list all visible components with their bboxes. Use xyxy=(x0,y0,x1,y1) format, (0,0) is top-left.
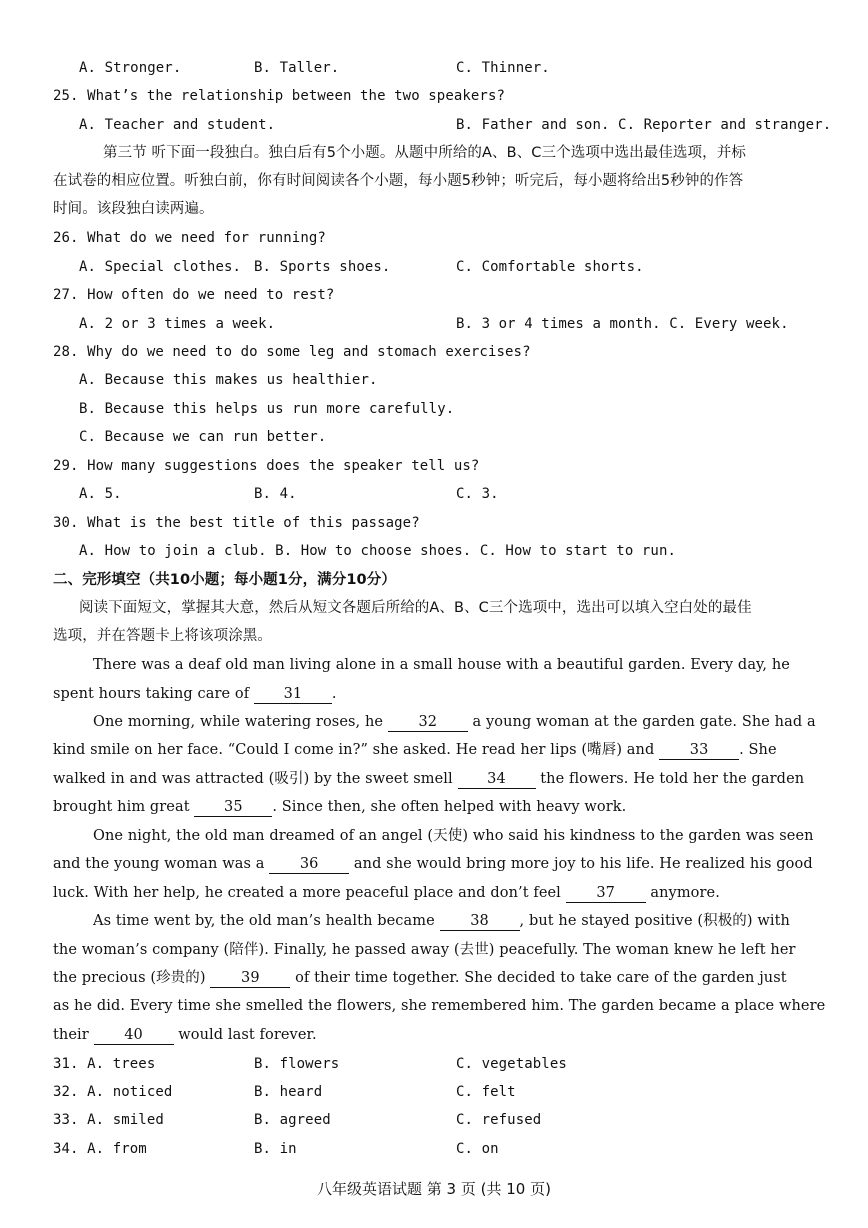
q24-option-b: B. Taller. xyxy=(254,60,340,76)
passage-text: would last forever. xyxy=(178,1027,317,1043)
passage-line: One night, the old man dreamed of an angel (天使) who said his kindness to the garden was seen xyxy=(93,828,814,844)
passage-line xyxy=(53,769,804,789)
q24-option-a: A. Stronger. xyxy=(79,60,182,76)
passage-text: brought him great xyxy=(53,799,190,815)
choice-34-a: 34. A. from xyxy=(53,1141,147,1157)
q28-option-b: B. Because this helps us run more carefully. xyxy=(79,401,455,417)
passage-line xyxy=(53,1025,317,1045)
q26-option-b: B. Sports shoes. xyxy=(254,259,391,275)
passage-line xyxy=(53,684,337,704)
q30-stem: 30. What is the best title of this passage? xyxy=(53,515,420,531)
q29-option-a: A. 5. xyxy=(79,486,122,502)
choice-32-b: B. heard xyxy=(254,1084,323,1100)
q29-stem: 29. How many suggestions does the speaker tell us? xyxy=(53,458,480,474)
section3-instructions-line1: 第三节 听下面一段独白。独白后有5个小题。从题中所给的A、B、C三个选项中选出最佳选项，并标 xyxy=(103,145,746,161)
passage-text: As time went by, the old man’s health became xyxy=(93,913,435,929)
passage-text: a young woman at the garden gate. She had a xyxy=(472,714,816,730)
q27-stem: 27. How often do we need to rest? xyxy=(53,287,335,303)
part2-instructions-line2: 选项，并在答题卡上将该项涂黑。 xyxy=(53,628,272,644)
q28-option-a: A. Because this makes us healthier. xyxy=(79,372,378,388)
passage-text: , but he stayed positive (积极的) with xyxy=(519,913,790,929)
q30-options: A. How to join a club. B. How to choose shoes. C. How to start to run. xyxy=(79,543,677,559)
passage-text: and the young woman was a xyxy=(53,856,265,872)
passage-line xyxy=(53,740,777,760)
passage-text: the precious (珍贵的) xyxy=(53,970,206,986)
part2-instructions-line1: 阅读下面短文，掌握其大意，然后从短文各题后所给的A、B、C三个选项中，选出可以填入空白处的最佳 xyxy=(79,600,752,616)
blank-40[interactable]: 40 xyxy=(94,1026,174,1045)
passage-line xyxy=(53,854,813,874)
choice-33-c: C. refused xyxy=(456,1112,542,1128)
choice-33-b: B. agreed xyxy=(254,1112,331,1128)
choice-33-a: 33. A. smiled xyxy=(53,1112,164,1128)
section3-instructions-line2: 在试卷的相应位置。听独白前，你有时间阅读各个小题，每小题5秒钟；听完后，每小题将给出5秒钟的作答 xyxy=(53,173,744,189)
choice-31-b: B. flowers xyxy=(254,1056,340,1072)
passage-line xyxy=(93,911,790,931)
q24-option-c: C. Thinner. xyxy=(456,60,550,76)
passage-line xyxy=(53,883,720,903)
blank-37[interactable]: 37 xyxy=(566,884,646,903)
blank-36[interactable]: 36 xyxy=(269,855,349,874)
passage-text: kind smile on her face. “Could I come in?” she asked. He read her lips (嘴唇) and xyxy=(53,742,655,758)
passage-text: walked in and was attracted (吸引) by the sweet smell xyxy=(53,771,453,787)
q25-stem: 25. What’s the relationship between the two speakers? xyxy=(53,88,506,104)
q26-stem: 26. What do we need for running? xyxy=(53,230,326,246)
q27-option-a: A. 2 or 3 times a week. xyxy=(79,316,276,332)
choice-32-c: C. felt xyxy=(456,1084,516,1100)
passage-line xyxy=(53,968,787,988)
passage-text: . Since then, she often helped with heavy work. xyxy=(272,799,627,815)
q29-option-c: C. 3. xyxy=(456,486,499,502)
passage-text: . xyxy=(331,686,337,702)
q26-option-c: C. Comfortable shorts. xyxy=(456,259,644,275)
q28-stem: 28. Why do we need to do some leg and stomach exercises? xyxy=(53,344,531,360)
passage-line xyxy=(93,712,816,732)
q26-option-a: A. Special clothes. xyxy=(79,259,242,275)
q27-option-bc: B. 3 or 4 times a month. C. Every week. xyxy=(456,316,789,332)
passage-line: There was a deaf old man living alone in a small house with a beautiful garden. Every day, he xyxy=(93,657,790,673)
blank-34[interactable]: 34 xyxy=(458,770,536,789)
blank-35[interactable]: 35 xyxy=(194,798,272,817)
choice-34-c: C. on xyxy=(456,1141,499,1157)
q29-option-b: B. 4. xyxy=(254,486,297,502)
passage-line xyxy=(53,797,626,817)
q25-option-bc: B. Father and son. C. Reporter and stranger. xyxy=(456,117,832,133)
choice-31-a: 31. A. trees xyxy=(53,1056,156,1072)
blank-32[interactable]: 32 xyxy=(388,713,468,732)
passage-text: the flowers. He told her the garden xyxy=(540,771,805,787)
passage-line: as he did. Every time she smelled the flowers, she remembered him. The garden became a place where xyxy=(53,998,826,1014)
passage-text: of their time together. She decided to take care of the garden just xyxy=(295,970,787,986)
q28-option-c: C. Because we can run better. xyxy=(79,429,327,445)
q25-option-a: A. Teacher and student. xyxy=(79,117,276,133)
blank-33[interactable]: 33 xyxy=(659,741,739,760)
page-footer: 八年级英语试题 第 3 页 (共 10 页) xyxy=(317,1180,551,1198)
passage-line: the woman’s company (陪伴). Finally, he passed away (去世) peacefully. The woman knew he left her xyxy=(53,942,796,958)
passage-text: spent hours taking care of xyxy=(53,686,250,702)
passage-text: their xyxy=(53,1027,89,1043)
blank-39[interactable]: 39 xyxy=(210,969,290,988)
passage-text: luck. With her help, he created a more peaceful place and don’t feel xyxy=(53,885,561,901)
part2-heading: 二、完形填空（共10小题；每小题1分，满分10分） xyxy=(53,572,396,588)
choice-34-b: B. in xyxy=(254,1141,297,1157)
passage-text: One morning, while watering roses, he xyxy=(93,714,384,730)
passage-text: . She xyxy=(739,742,777,758)
blank-31[interactable]: 31 xyxy=(254,685,332,704)
choice-32-a: 32. A. noticed xyxy=(53,1084,173,1100)
section3-instructions-line3: 时间。该段独白读两遍。 xyxy=(53,201,214,217)
passage-text: anymore. xyxy=(650,885,720,901)
blank-38[interactable]: 38 xyxy=(440,912,520,931)
passage-text: and she would bring more joy to his life. He realized his good xyxy=(353,856,813,872)
choice-31-c: C. vegetables xyxy=(456,1056,567,1072)
